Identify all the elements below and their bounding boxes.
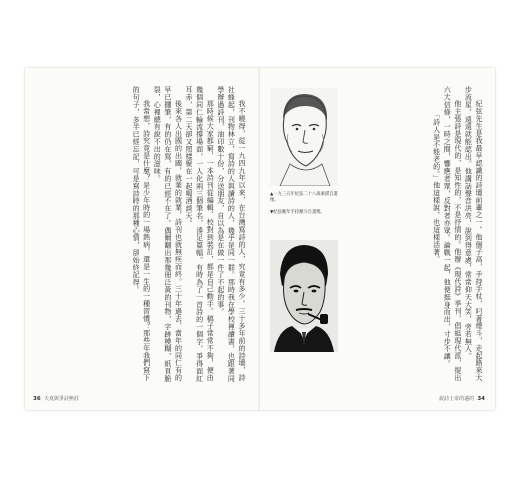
right-paragraph: 紀弦先生是我最早認識的詩壇前輩之一。他個子高，手持手杖，叼著煙斗，走起路來大步流星，遠遠就能認出。他講話聲音洪亮，說到得意處，常常仰天大笑，旁若無人。 [464, 86, 483, 382]
left-paragraph: 我不曉得，從一九四九年以來，在台灣寫詩的人，究竟有多少。三十多年前的詩壇，詩社蜂起，刊物林立，寫詩的人與讀詩的人，幾乎是同一群。那時我在學校裡讀書，也跟著同學辦過詩刊，油印數十份，分送朋友，自以為是在做一件了不起的事。 [216, 86, 246, 382]
left-page [25, 68, 260, 410]
book-spread [25, 68, 495, 410]
sketch-portrait-figure [270, 88, 338, 186]
left-page-number: 36 [33, 396, 41, 402]
sketch-portrait-image [270, 88, 338, 186]
right-text-column [346, 86, 484, 386]
left-paragraph: 我常想，詩究竟是什麼？是少年時的一場熱病，還是一生的一種習慣？那些年我們寫下的句子，多半已經忘記，可是寫詩時的那種心情，卻始終記得。 [132, 86, 151, 382]
right-quote: 「詩人是不能老的。」他這樣說，也這樣活著。 [432, 110, 441, 263]
left-running-title: 天真與爭詩無涯 [43, 396, 79, 402]
pipe-portrait-figure [270, 240, 338, 352]
left-paragraph: 後來各人出國的出國，就業的就業，詩刊也就無疾而終。三十年過去，當年的同仁有的早已擱筆，有的仍在寫，有的已經不在了。偶爾翻出那幾冊泛黃的刊物，字跡模糊，紙頁脆裂，心裡總有說不出的滋味。 [153, 86, 183, 382]
left-page-footer [33, 395, 79, 402]
right-running-title: 說詩上帝的遠的 [439, 396, 475, 402]
right-page [260, 68, 495, 410]
left-text-column [37, 86, 247, 386]
left-paragraph: 那時候大家都窮，一本詩刊從編輯、校對到裝訂，都是自己動手。稿子常常不夠，便由幾個同仁輪流撐場面，一人化兩三個筆名，湊足篇幅。有時為了一首詩的一個字，爭得面紅耳赤，第二天卻又照樣聚在一起喝酒談天。 [185, 86, 215, 382]
right-paragraph: 他主張詩是現代的，是知性的，不是抒情的。他辦《現代詩》季刊，倡組現代派，提出六大信條，一時之間，響應者眾，反對者亦眾。論戰一起，他便挺身而出，寸步不讓。 [443, 86, 462, 382]
caption-top: ▲一九三五年紀弦二十八歲素描自畫像。 [270, 192, 338, 203]
right-page-number: 34 [477, 396, 485, 402]
caption-bottom: ▼紀弦晚年手持煙斗自畫像。 [270, 210, 325, 215]
right-page-footer [439, 395, 485, 402]
pipe-portrait-image [270, 240, 338, 352]
